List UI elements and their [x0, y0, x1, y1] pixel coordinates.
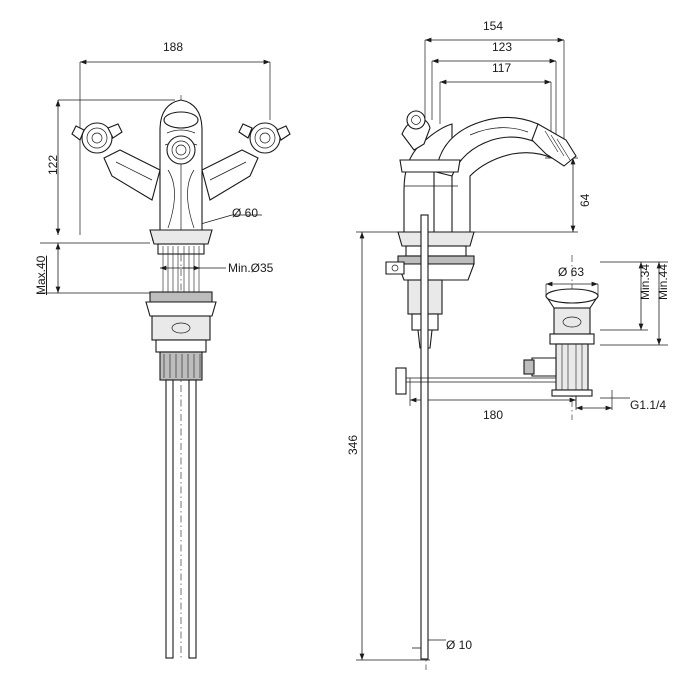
dim-thread-g1-1-4: G1.1/4 — [630, 398, 667, 412]
dim-diameter-10: Ø 10 — [446, 638, 473, 652]
dim-min-diameter-35: Min.Ø35 — [228, 261, 274, 275]
dim-height-346: 346 — [346, 434, 360, 455]
dim-diameter-60: Ø 60 — [232, 206, 259, 220]
dim-height-64: 64 — [578, 193, 592, 207]
dim-diameter-63: Ø 63 — [558, 265, 585, 279]
dim-height-122: 122 — [46, 154, 60, 175]
dim-length-154: 154 — [483, 19, 504, 33]
dim-min-34: Min.34 — [638, 263, 652, 300]
dim-length-123: 123 — [492, 40, 513, 54]
dim-max-40: Max.40 — [34, 255, 48, 295]
dim-width-188: 188 — [163, 40, 184, 54]
dim-length-117: 117 — [492, 61, 512, 75]
dim-min-44: Min.44 — [656, 263, 670, 300]
dim-length-180: 180 — [483, 408, 504, 422]
